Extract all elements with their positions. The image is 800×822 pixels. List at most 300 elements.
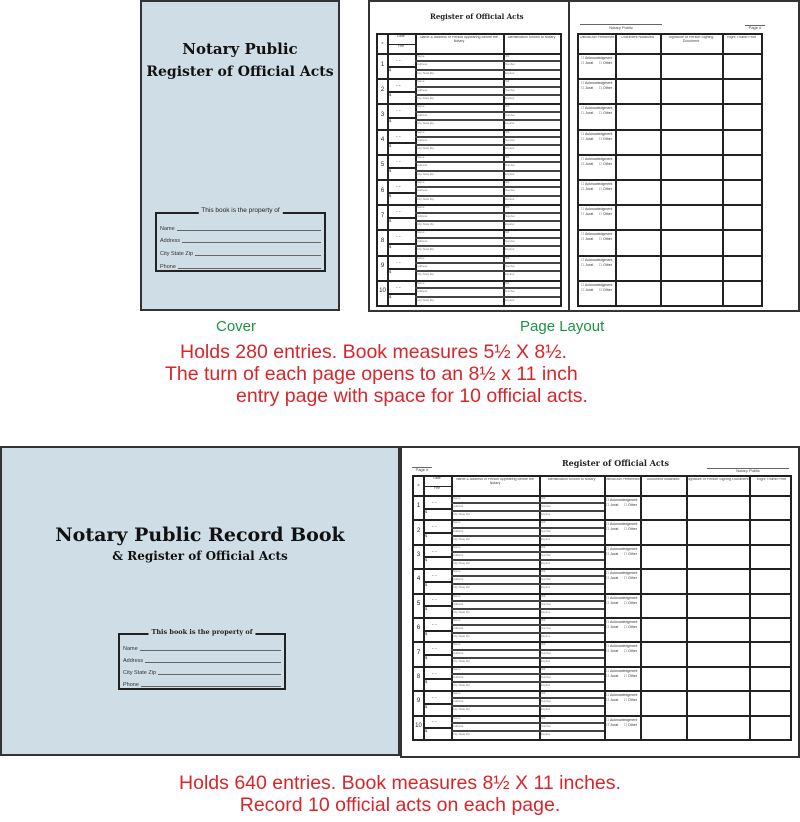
other-checkbox[interactable]: ☐ Other xyxy=(623,527,638,532)
name-address-field[interactable]: Address xyxy=(417,112,428,117)
identification-field[interactable]: Number xyxy=(505,87,515,92)
name-address-field[interactable]: Address xyxy=(417,163,428,168)
identification-field[interactable]: ID# xyxy=(541,520,546,525)
name-address-field[interactable]: Name xyxy=(453,593,461,598)
header-official-act: Official Act Performed xyxy=(604,478,640,481)
field-divider xyxy=(451,575,604,577)
identification-field[interactable]: ID# xyxy=(541,642,546,647)
identification-field[interactable]: Expires xyxy=(505,146,515,151)
page-number-label: Page # xyxy=(412,467,432,472)
acknowledgment-checkbox[interactable]: ☐ Acknowledgment xyxy=(606,546,638,551)
other-checkbox[interactable]: ☐ Other xyxy=(623,698,638,703)
acknowledgment-checkbox[interactable]: ☐ Acknowledgment xyxy=(606,668,638,673)
row-divider xyxy=(579,255,761,257)
name-address-field[interactable]: Name xyxy=(453,666,461,671)
identification-field[interactable]: ID# xyxy=(505,280,510,285)
cover-caption: Cover xyxy=(216,318,257,335)
acknowledgment-checkbox[interactable]: ☐ Acknowledgment xyxy=(606,522,638,527)
date-field[interactable]: - - xyxy=(396,259,401,266)
name-address-field[interactable]: City State Zip xyxy=(453,512,470,517)
header-date: Date xyxy=(397,35,405,38)
name-address-field[interactable]: Name xyxy=(453,618,461,622)
name-address-field[interactable]: Name xyxy=(453,544,461,549)
row-number: 5 xyxy=(416,600,421,607)
identification-field[interactable]: Number xyxy=(541,699,551,704)
acknowledgment-checkbox[interactable]: ☐ Acknowledgment xyxy=(606,644,638,649)
identification-field[interactable]: Number xyxy=(505,112,515,117)
name-address-field[interactable]: Address xyxy=(417,188,428,193)
name-address-field[interactable]: Address xyxy=(453,552,464,557)
field-divider xyxy=(415,186,560,188)
identification-field[interactable]: Expires xyxy=(541,512,551,517)
other-checkbox[interactable]: ☐ Other xyxy=(623,551,638,556)
name-field: Name xyxy=(160,224,321,232)
row-number: 6 xyxy=(416,625,421,632)
small-book-right-page xyxy=(568,0,800,312)
acknowledgment-checkbox[interactable]: ☐ Acknowledgment xyxy=(581,81,613,86)
identification-field[interactable]: ID# xyxy=(541,715,546,720)
jurat-checkbox[interactable]: ☐ Jurat xyxy=(606,722,619,727)
identification-field[interactable]: Number xyxy=(541,504,551,509)
name-address-field[interactable]: Name xyxy=(417,180,425,184)
row-divider xyxy=(579,129,761,131)
field-divider xyxy=(451,551,604,553)
field-divider xyxy=(451,673,604,675)
name-address-field[interactable]: Name xyxy=(417,255,425,260)
other-checkbox[interactable]: ☐ Other xyxy=(598,287,613,292)
identification-field[interactable]: Number xyxy=(541,601,551,606)
jurat-checkbox[interactable]: ☐ Jurat xyxy=(581,86,594,91)
field-divider xyxy=(451,705,604,707)
identification-field[interactable]: Expires xyxy=(541,683,551,688)
jurat-checkbox[interactable]: ☐ Jurat xyxy=(606,527,619,532)
date-field[interactable]: - - xyxy=(432,499,437,506)
jurat-checkbox[interactable]: ☐ Jurat xyxy=(581,136,594,141)
field-divider xyxy=(415,287,560,289)
fee-field[interactable]: $ xyxy=(389,117,392,123)
name-address-field[interactable]: Name xyxy=(453,520,461,525)
date-field[interactable]: - - xyxy=(396,133,401,140)
row-number: 7 xyxy=(416,649,421,656)
notary-public-label: Notary Public xyxy=(736,469,760,473)
date-field[interactable]: - - xyxy=(396,284,401,291)
row-number: 8 xyxy=(416,674,421,680)
city-state-zip-field: City State Zip xyxy=(123,668,281,676)
address-field: Address xyxy=(160,236,321,244)
field-divider xyxy=(451,657,604,659)
row-divider xyxy=(378,154,560,156)
notary-public-label: Notary Public xyxy=(609,26,633,30)
row-divider xyxy=(579,179,761,181)
field-divider xyxy=(451,624,604,626)
acknowledgment-checkbox[interactable]: ☐ Acknowledgment xyxy=(581,257,613,262)
name-address-field[interactable]: Address xyxy=(417,62,428,67)
fee-field[interactable]: $ xyxy=(425,557,428,563)
name-address-field[interactable]: City State Zip xyxy=(453,634,470,639)
field-divider xyxy=(415,144,560,146)
large-cover-property-box xyxy=(118,628,286,690)
identification-field[interactable]: ID# xyxy=(505,54,510,58)
identification-field[interactable]: Expires xyxy=(505,297,515,302)
field-divider xyxy=(451,681,604,683)
row-divider xyxy=(579,78,761,80)
identification-field[interactable]: ID# xyxy=(541,666,546,671)
identification-field[interactable]: ID# xyxy=(541,569,546,574)
name-address-field[interactable]: Address xyxy=(453,674,464,679)
fee-field[interactable]: $ xyxy=(425,655,428,661)
field-divider xyxy=(415,237,560,239)
row-number: 9 xyxy=(416,698,421,705)
identification-field[interactable]: Number xyxy=(505,238,515,243)
fee-field[interactable]: $ xyxy=(389,268,392,274)
date-field[interactable]: - - xyxy=(396,184,401,191)
fee-field[interactable]: $ xyxy=(425,679,428,685)
other-checkbox[interactable]: ☐ Other xyxy=(623,649,638,654)
name-address-field[interactable]: City State Zip xyxy=(417,171,434,176)
other-checkbox[interactable]: ☐ Other xyxy=(598,136,613,141)
other-checkbox[interactable]: ☐ Other xyxy=(623,625,638,629)
jurat-checkbox[interactable]: ☐ Jurat xyxy=(606,503,619,507)
large-cover-title-line2: & Register of Official Acts xyxy=(112,549,288,563)
identification-field[interactable]: Expires xyxy=(541,561,551,566)
row-divider xyxy=(579,280,761,282)
acknowledgment-checkbox[interactable]: ☐ Acknowledgment xyxy=(606,620,638,624)
identification-field[interactable]: Number xyxy=(541,577,551,582)
header-signature: Signature of Person Signing Document xyxy=(686,478,749,481)
acknowledgment-checkbox[interactable]: ☐ Acknowledgment xyxy=(581,106,613,111)
name-address-field[interactable]: Name xyxy=(417,280,425,285)
other-checkbox[interactable]: ☐ Other xyxy=(623,722,638,727)
fee-field[interactable]: $ xyxy=(425,508,428,514)
name-address-field[interactable]: City State Zip xyxy=(453,536,470,541)
row-divider xyxy=(604,593,790,595)
identification-field[interactable]: Number xyxy=(505,289,515,294)
name-address-field[interactable]: Name xyxy=(417,104,425,109)
acknowledgment-checkbox[interactable]: ☐ Acknowledgment xyxy=(581,156,613,161)
acknowledgment-checkbox[interactable]: ☐ Acknowledgment xyxy=(606,571,638,576)
field-divider xyxy=(451,600,604,602)
name-address-field[interactable]: Address xyxy=(453,626,464,631)
identification-field[interactable]: Expires xyxy=(541,585,551,590)
date-field[interactable]: - - xyxy=(396,58,401,65)
row-divider xyxy=(378,129,560,131)
date-field[interactable]: - - xyxy=(396,108,401,115)
identification-field[interactable]: ID# xyxy=(505,154,510,159)
header-document-notarized: Document Notarized xyxy=(646,478,680,481)
name-address-field[interactable]: City State Zip xyxy=(453,683,470,688)
name-address-field[interactable]: City State Zip xyxy=(417,222,434,226)
fee-field[interactable]: $ xyxy=(425,630,428,636)
name-address-field[interactable]: City State Zip xyxy=(453,585,470,590)
fee-field[interactable]: $ xyxy=(389,293,392,299)
date-field[interactable]: - - xyxy=(432,573,437,580)
row-number: 3 xyxy=(380,112,385,118)
jurat-checkbox[interactable]: ☐ Jurat xyxy=(606,698,619,703)
notary-public-line xyxy=(580,24,662,25)
identification-field[interactable]: ID# xyxy=(541,593,546,598)
jurat-checkbox[interactable]: ☐ Jurat xyxy=(581,287,594,292)
identification-field[interactable]: ID# xyxy=(505,104,510,109)
field-divider xyxy=(451,632,604,634)
jurat-checkbox[interactable]: ☐ Jurat xyxy=(606,649,619,654)
identification-field[interactable]: Expires xyxy=(505,70,515,75)
identification-field[interactable]: ID# xyxy=(505,205,510,210)
acknowledgment-checkbox[interactable]: ☐ Acknowledgment xyxy=(606,717,638,722)
jurat-checkbox[interactable]: ☐ Jurat xyxy=(606,576,619,581)
identification-field[interactable]: ID# xyxy=(541,691,546,696)
other-checkbox[interactable]: ☐ Other xyxy=(598,111,613,116)
name-address-field[interactable]: Address xyxy=(417,213,428,218)
acknowledgment-checkbox[interactable]: ☐ Acknowledgment xyxy=(581,131,613,136)
identification-field[interactable]: Expires xyxy=(505,196,515,201)
date-field[interactable]: - - xyxy=(396,158,401,165)
jurat-checkbox[interactable]: ☐ Jurat xyxy=(606,673,619,678)
row-number: 9 xyxy=(380,263,385,270)
row-number: 2 xyxy=(416,527,421,534)
row-number: 10 xyxy=(415,722,422,729)
field-divider xyxy=(415,69,560,71)
large-book-page xyxy=(400,446,800,758)
name-address-field[interactable]: City State Zip xyxy=(417,196,434,201)
identification-field[interactable]: Number xyxy=(505,264,515,268)
name-address-field[interactable]: City State Zip xyxy=(453,561,470,566)
fee-field[interactable]: $ xyxy=(389,218,392,224)
jurat-checkbox[interactable]: ☐ Jurat xyxy=(606,551,619,556)
header-thumb-print: Right Thumb Print xyxy=(727,36,756,39)
acknowledgment-checkbox[interactable]: ☐ Acknowledgment xyxy=(581,56,613,60)
column-divider xyxy=(660,35,662,305)
date-field[interactable]: - - xyxy=(432,621,437,628)
identification-field[interactable]: Expires xyxy=(505,121,515,126)
identification-field[interactable]: Number xyxy=(541,674,551,679)
name-address-field[interactable]: City State Zip xyxy=(417,96,434,100)
identification-field[interactable]: ID# xyxy=(541,618,546,622)
acknowledgment-checkbox[interactable]: ☐ Acknowledgment xyxy=(581,182,613,186)
other-checkbox[interactable]: ☐ Other xyxy=(623,600,638,605)
row-number: 2 xyxy=(380,86,385,93)
fee-field[interactable]: $ xyxy=(389,142,392,148)
other-checkbox[interactable]: ☐ Other xyxy=(598,237,613,242)
row-divider xyxy=(604,568,790,570)
other-checkbox[interactable]: ☐ Other xyxy=(623,673,638,678)
jurat-checkbox[interactable]: ☐ Jurat xyxy=(581,161,594,166)
identification-field[interactable]: Number xyxy=(541,723,551,728)
column-divider xyxy=(686,477,688,739)
jurat-checkbox[interactable]: ☐ Jurat xyxy=(581,187,594,191)
name-address-field[interactable]: City State Zip xyxy=(417,272,434,277)
name-address-field[interactable]: Name xyxy=(453,642,461,647)
name-address-field[interactable]: Address xyxy=(453,504,464,509)
identification-field[interactable]: ID# xyxy=(541,496,546,500)
identification-field[interactable]: ID# xyxy=(505,180,510,184)
identification-field[interactable]: Number xyxy=(505,62,515,67)
name-address-field[interactable]: Address xyxy=(417,264,428,268)
jurat-checkbox[interactable]: ☐ Jurat xyxy=(581,61,594,65)
field-divider xyxy=(415,111,560,113)
identification-field[interactable]: Number xyxy=(505,188,515,193)
name-address-field[interactable]: Address xyxy=(453,650,464,655)
name-address-field[interactable]: Name xyxy=(417,205,425,210)
identification-field[interactable]: Number xyxy=(505,163,515,168)
date-field[interactable]: - - xyxy=(432,597,437,604)
jurat-checkbox[interactable]: ☐ Jurat xyxy=(581,111,594,116)
date-field[interactable]: - - xyxy=(432,670,437,677)
identification-field[interactable]: Expires xyxy=(505,171,515,176)
other-checkbox[interactable]: ☐ Other xyxy=(623,503,638,507)
name-address-field[interactable]: City State Zip xyxy=(453,731,470,736)
identification-field[interactable]: ID# xyxy=(505,230,510,235)
field-divider xyxy=(415,136,560,138)
row-number: 4 xyxy=(380,137,385,144)
field-divider xyxy=(415,212,560,214)
other-checkbox[interactable]: ☐ Other xyxy=(598,161,613,166)
date-field[interactable]: - - xyxy=(432,548,437,555)
jurat-checkbox[interactable]: ☐ Jurat xyxy=(606,625,619,629)
row-divider xyxy=(378,255,560,257)
identification-field[interactable]: Number xyxy=(505,138,515,142)
name-address-field[interactable]: Name xyxy=(417,129,425,134)
identification-field[interactable]: Expires xyxy=(541,634,551,639)
identification-field[interactable]: Expires xyxy=(505,272,515,277)
header-official-act: Official Act Performed xyxy=(579,36,615,39)
identification-field[interactable]: Expires xyxy=(541,658,551,663)
date-field[interactable]: - - xyxy=(432,719,437,726)
field-divider xyxy=(451,583,604,585)
identification-field[interactable]: Expires xyxy=(541,707,551,712)
fee-field[interactable]: $ xyxy=(425,581,428,587)
name-address-field[interactable]: Name xyxy=(417,54,425,58)
fee-field[interactable]: $ xyxy=(389,67,392,73)
left-page-title: Register of Official Acts xyxy=(430,12,524,21)
field-divider xyxy=(415,296,560,298)
phone-field: Phone xyxy=(123,680,281,688)
identification-field[interactable]: Expires xyxy=(505,222,515,226)
date-field[interactable]: - - xyxy=(396,209,401,216)
header-signature: Signature of Person Signing Document xyxy=(668,36,714,43)
date-field[interactable]: - - xyxy=(432,524,437,531)
jurat-checkbox[interactable]: ☐ Jurat xyxy=(606,600,619,605)
name-address-field[interactable]: Address xyxy=(453,528,464,533)
name-address-field[interactable]: Address xyxy=(417,138,428,142)
acknowledgment-checkbox[interactable]: ☐ Acknowledgment xyxy=(581,282,613,287)
name-address-field[interactable]: Address xyxy=(453,601,464,606)
other-checkbox[interactable]: ☐ Other xyxy=(598,61,613,65)
identification-field[interactable]: Expires xyxy=(505,247,515,252)
jurat-checkbox[interactable]: ☐ Jurat xyxy=(581,237,594,242)
other-checkbox[interactable]: ☐ Other xyxy=(598,86,613,91)
fee-field[interactable]: $ xyxy=(425,606,428,612)
fee-field[interactable]: $ xyxy=(389,243,392,249)
identification-field[interactable]: ID# xyxy=(505,79,510,84)
other-checkbox[interactable]: ☐ Other xyxy=(598,187,613,191)
name-address-field[interactable]: Name xyxy=(453,691,461,696)
name-address-field[interactable]: City State Zip xyxy=(417,297,434,302)
acknowledgment-checkbox[interactable]: ☐ Acknowledgment xyxy=(606,595,638,600)
header-num: # xyxy=(417,484,420,487)
identification-field[interactable]: Number xyxy=(541,626,551,631)
page-number-label: Page # xyxy=(745,25,765,30)
jurat-checkbox[interactable]: ☐ Jurat xyxy=(581,262,594,267)
name-address-field[interactable]: Address xyxy=(417,238,428,243)
name-address-field[interactable]: Address xyxy=(453,699,464,704)
name-address-field[interactable]: Address xyxy=(453,577,464,582)
acknowledgment-checkbox[interactable]: ☐ Acknowledgment xyxy=(581,232,613,237)
row-number: 1 xyxy=(416,503,421,510)
page-layout-caption: Page Layout xyxy=(520,318,605,335)
identification-field[interactable]: ID# xyxy=(505,129,510,134)
other-checkbox[interactable]: ☐ Other xyxy=(598,212,613,217)
name-address-field[interactable]: City State Zip xyxy=(453,707,470,712)
date-field[interactable]: - - xyxy=(432,695,437,702)
small-cover-title-line1: Notary Public xyxy=(182,40,298,58)
row-divider xyxy=(378,103,560,105)
name-address-field[interactable]: Name xyxy=(417,154,425,159)
name-address-field[interactable]: Name xyxy=(417,230,425,235)
name-address-field[interactable]: City State Zip xyxy=(453,658,470,663)
identification-field[interactable]: ID# xyxy=(541,544,546,549)
name-address-field[interactable]: City State Zip xyxy=(417,121,434,126)
name-address-field[interactable]: City State Zip xyxy=(417,70,434,75)
row-divider xyxy=(604,495,790,497)
fee-field[interactable]: $ xyxy=(389,167,392,173)
column-divider xyxy=(749,477,751,739)
column-divider xyxy=(722,35,724,305)
fee-field[interactable]: $ xyxy=(425,533,428,539)
row-number: 6 xyxy=(380,187,385,194)
name-address-field[interactable]: City State Zip xyxy=(417,247,434,252)
fee-field[interactable]: $ xyxy=(425,703,428,709)
fee-field[interactable]: $ xyxy=(389,92,392,98)
other-checkbox[interactable]: ☐ Other xyxy=(598,262,613,267)
acknowledgment-checkbox[interactable]: ☐ Acknowledgment xyxy=(606,498,638,502)
phone-field: Phone xyxy=(160,262,321,270)
identification-field[interactable]: Number xyxy=(541,552,551,557)
name-address-field[interactable]: Name xyxy=(417,79,425,84)
name-address-field[interactable]: Name xyxy=(453,715,461,720)
identification-field[interactable]: Expires xyxy=(541,609,551,614)
jurat-checkbox[interactable]: ☐ Jurat xyxy=(581,212,594,217)
identification-field[interactable]: Number xyxy=(505,213,515,218)
identification-field[interactable]: Number xyxy=(541,650,551,655)
other-checkbox[interactable]: ☐ Other xyxy=(623,576,638,581)
header-date: Date xyxy=(433,477,441,480)
name-address-field[interactable]: Address xyxy=(417,289,428,294)
identification-field[interactable]: Number xyxy=(541,528,551,533)
date-field[interactable]: - - xyxy=(396,83,401,90)
acknowledgment-checkbox[interactable]: ☐ Acknowledgment xyxy=(581,207,613,212)
field-divider xyxy=(451,510,604,512)
small-cover-title-line2: Register of Official Acts xyxy=(146,64,334,80)
identification-field[interactable]: Expires xyxy=(541,731,551,736)
date-field[interactable]: - - xyxy=(432,646,437,653)
fee-field[interactable]: $ xyxy=(389,193,392,199)
name-address-field[interactable]: Address xyxy=(417,87,428,92)
identification-field[interactable]: ID# xyxy=(505,255,510,260)
row-divider xyxy=(579,53,761,55)
name-address-field[interactable]: City State Zip xyxy=(453,609,470,614)
name-address-field[interactable]: Name xyxy=(453,496,461,500)
acknowledgment-checkbox[interactable]: ☐ Acknowledgment xyxy=(606,693,638,698)
identification-field[interactable]: Expires xyxy=(541,536,551,541)
name-address-field[interactable]: Address xyxy=(453,723,464,728)
date-field[interactable]: - - xyxy=(396,234,401,241)
large-book-desc-line1: Holds 640 entries. Book measures 8½ X 11 inches. xyxy=(179,772,621,794)
fee-field[interactable]: $ xyxy=(425,728,428,734)
name-address-field[interactable]: Name xyxy=(453,569,461,574)
field-divider xyxy=(415,94,560,96)
identification-field[interactable]: Expires xyxy=(505,96,515,100)
name-address-field[interactable]: City State Zip xyxy=(417,146,434,151)
